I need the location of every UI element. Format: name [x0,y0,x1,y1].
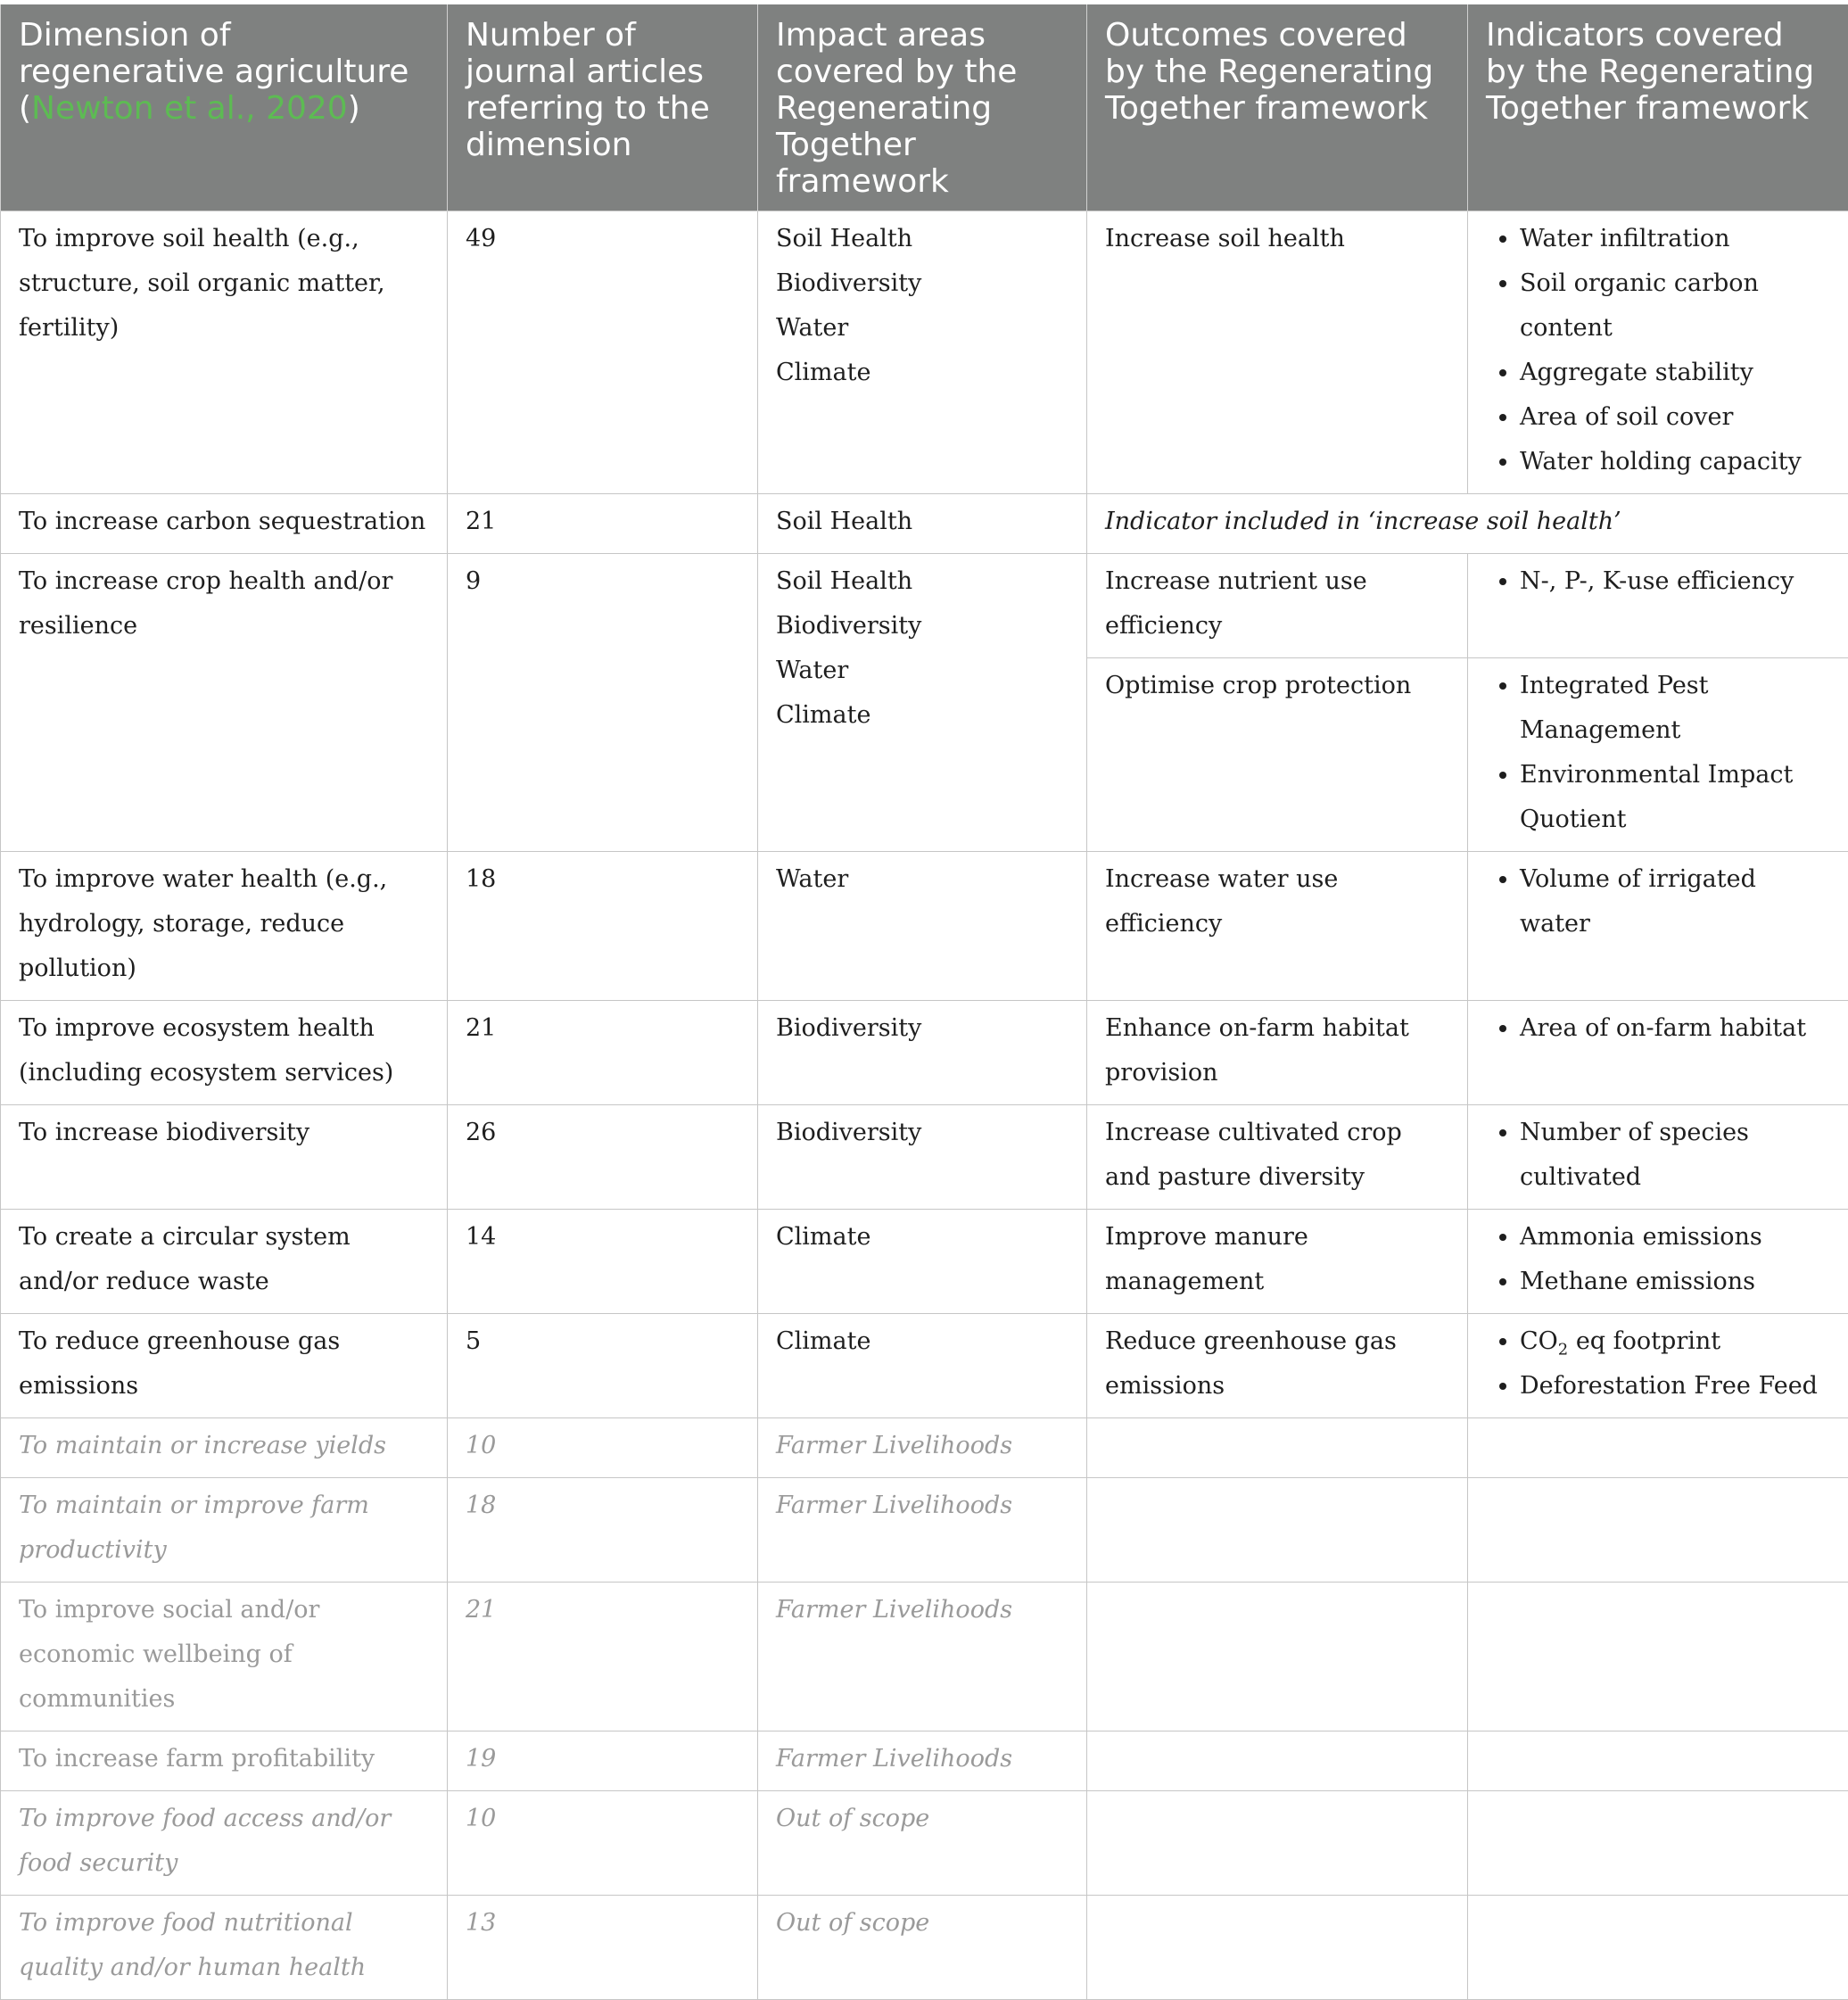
row-indicators-cell [1468,1478,1848,1583]
row-dimension-cell: To improve ecosystem health (including ecosystem services) [1,1001,448,1105]
impact-area: Soil Health [776,559,1070,604]
impact-area: Climate [776,693,1070,738]
indicator-item: • Aggregate stability [1520,351,1832,395]
row-outcome-cell [1087,1418,1468,1478]
row-impact-cell: Farmer Livelihoods [758,1478,1087,1583]
row-articles-cell: 14 [448,1210,758,1314]
indicator-item: • Integrated Pest Management [1520,664,1832,753]
row-dimension-cell: To improve food nutritional quality and/or human health [1,1896,448,2000]
row-outcome-cell: Increase nutrient use efficiency [1087,554,1468,658]
co2-text: CO [1520,1327,1558,1355]
header-impact-areas: Impact areas covered by the Regenerating Together framework [758,4,1087,211]
row-indicators-cell [1468,852,1848,1001]
header-row [1,4,1848,211]
indicator-item: • Deforestation Free Feed [1520,1364,1832,1409]
indicator-item [1520,1319,1832,1364]
row-impact-cell: Biodiversity [758,1001,1087,1105]
table-row [1,1418,1848,1478]
indicator-item: • Number of species cultivated [1520,1111,1832,1200]
table-row [1,1314,1848,1418]
row-articles-cell: 10 [448,1418,758,1478]
row-dimension-cell: To increase farm profitability [1,1731,448,1791]
row-dimension-cell: To improve soil health (e.g., structure, soil organic matter, fertility) [1,211,448,494]
indicator-item: • Area of on-farm habitat [1520,1006,1832,1051]
row-note-cell: Indicator included in ‘increase soil health’ [1087,494,1848,554]
header-articles: Number of journal articles referring to the dimension [448,4,758,211]
indicator-item: • Area of soil cover [1520,395,1832,440]
impact-area: Biodiversity [776,604,1070,649]
indicator-list [1486,857,1832,946]
impact-area: Water [776,649,1070,693]
indicator-list [1486,664,1832,842]
row-indicators-cell [1468,1896,1848,2000]
row-indicators-cell [1468,1583,1848,1731]
row-articles-cell: 49 [448,211,758,494]
row-articles-cell: 13 [448,1896,758,2000]
row-impact-cell: Water [758,852,1087,1001]
row-articles-cell: 18 [448,852,758,1001]
table-row [1,494,1848,554]
row-impact-cell: Climate [758,1314,1087,1418]
table-row [1,1583,1848,1731]
row-indicators-cell [1468,211,1848,494]
indicator-item: • N-, P-, K-use efficiency [1520,559,1832,604]
row-outcome-cell [1087,1731,1468,1791]
impact-area: Biodiversity [776,261,1070,306]
row-outcome-cell: Increase soil health [1087,211,1468,494]
row-outcome-cell: Optimise crop protection [1087,658,1468,852]
table-row [1,1210,1848,1314]
row-dimension-cell: To increase crop health and/or resilience [1,554,448,852]
row-outcome-cell: Reduce greenhouse gas emissions [1087,1314,1468,1418]
header-indicators: Indicators covered by the Regenerating Together framework [1468,4,1848,211]
table-row [1,1791,1848,1896]
header-dimension [1,4,448,211]
row-indicators-cell [1468,554,1848,658]
row-articles-cell: 10 [448,1791,758,1896]
row-indicators-cell [1468,658,1848,852]
header-dimension-suffix: ) [348,90,360,127]
row-articles-cell: 21 [448,1001,758,1105]
row-outcome-cell [1087,1791,1468,1896]
row-impact-cell: Climate [758,1210,1087,1314]
row-articles-cell: 21 [448,1583,758,1731]
row-indicators-cell [1468,1791,1848,1896]
impact-area: Climate [776,351,1070,395]
row-impact-cell: Farmer Livelihoods [758,1418,1087,1478]
row-impact-cell: Soil Health [758,494,1087,554]
co2-suffix: eq footprint [1568,1327,1720,1355]
row-articles-cell: 9 [448,554,758,852]
row-dimension-cell: To increase biodiversity [1,1105,448,1210]
table-row [1,1001,1848,1105]
indicator-list [1486,217,1832,484]
row-outcome-cell: Increase water use efficiency [1087,852,1468,1001]
row-impact-cell [758,554,1087,852]
row-outcome-cell: Increase cultivated crop and pasture diversity [1087,1105,1468,1210]
header-dimension-text: Dimension of regenerative agriculture ( [19,17,408,127]
regenerative-agriculture-table [0,4,1848,2000]
table-body [1,211,1848,2000]
row-dimension-cell: To maintain or improve farm productivity [1,1478,448,1583]
row-dimension-cell: To create a circular system and/or reduce waste [1,1210,448,1314]
row-articles-cell: 5 [448,1314,758,1418]
row-outcome-cell: Enhance on-farm habitat provision [1087,1001,1468,1105]
row-articles-cell: 19 [448,1731,758,1791]
row-dimension-cell: To increase carbon sequestration [1,494,448,554]
table-row [1,1105,1848,1210]
row-dimension-cell: To maintain or increase yields [1,1418,448,1478]
row-dimension-cell: To reduce greenhouse gas emissions [1,1314,448,1418]
indicator-item: • Environmental Impact Quotient [1520,753,1832,842]
row-indicators-cell [1468,1731,1848,1791]
table-row [1,1731,1848,1791]
row-articles-cell: 18 [448,1478,758,1583]
indicator-item: • Methane emissions [1520,1260,1832,1304]
row-impact-cell: Out of scope [758,1896,1087,2000]
row-dimension-cell: To improve social and/or economic wellbeing of communities [1,1583,448,1731]
indicator-item: • Ammonia emissions [1520,1215,1832,1260]
row-outcome-cell [1087,1478,1468,1583]
table-row [1,852,1848,1001]
row-articles-cell: 26 [448,1105,758,1210]
table-row [1,1896,1848,2000]
row-impact-cell [758,211,1087,494]
row-outcome-cell: Improve manure management [1087,1210,1468,1314]
row-outcome-cell [1087,1583,1468,1731]
row-indicators-cell [1468,1210,1848,1314]
indicator-list [1486,559,1832,604]
indicator-list [1486,1319,1832,1409]
row-indicators-cell [1468,1105,1848,1210]
citation-link[interactable]: Newton et al., 2020 [31,90,348,127]
row-indicators-cell [1468,1001,1848,1105]
row-impact-cell: Farmer Livelihoods [758,1583,1087,1731]
row-impact-cell: Biodiversity [758,1105,1087,1210]
indicator-list [1486,1006,1832,1051]
indicator-item: • Water holding capacity [1520,440,1832,484]
indicator-item: • Volume of irrigated water [1520,857,1832,946]
table-header [1,4,1848,211]
row-indicators-cell [1468,1314,1848,1418]
table-row [1,1478,1848,1583]
row-impact-cell: Out of scope [758,1791,1087,1896]
row-impact-cell: Farmer Livelihoods [758,1731,1087,1791]
indicator-list [1486,1111,1832,1200]
indicator-item: • Soil organic carbon content [1520,261,1832,351]
row-articles-cell: 21 [448,494,758,554]
table-row [1,554,1848,658]
co2-subscript: 2 [1558,1340,1568,1359]
row-outcome-cell [1087,1896,1468,2000]
row-indicators-cell [1468,1418,1848,1478]
row-dimension-cell: To improve water health (e.g., hydrology, storage, reduce pollution) [1,852,448,1001]
row-dimension-cell: To improve food access and/or food security [1,1791,448,1896]
indicator-item: • Water infiltration [1520,217,1832,261]
header-outcomes: Outcomes covered by the Regenerating Together framework [1087,4,1468,211]
table-row [1,211,1848,494]
impact-area: Water [776,306,1070,351]
indicator-list [1486,1215,1832,1304]
impact-area: Soil Health [776,217,1070,261]
